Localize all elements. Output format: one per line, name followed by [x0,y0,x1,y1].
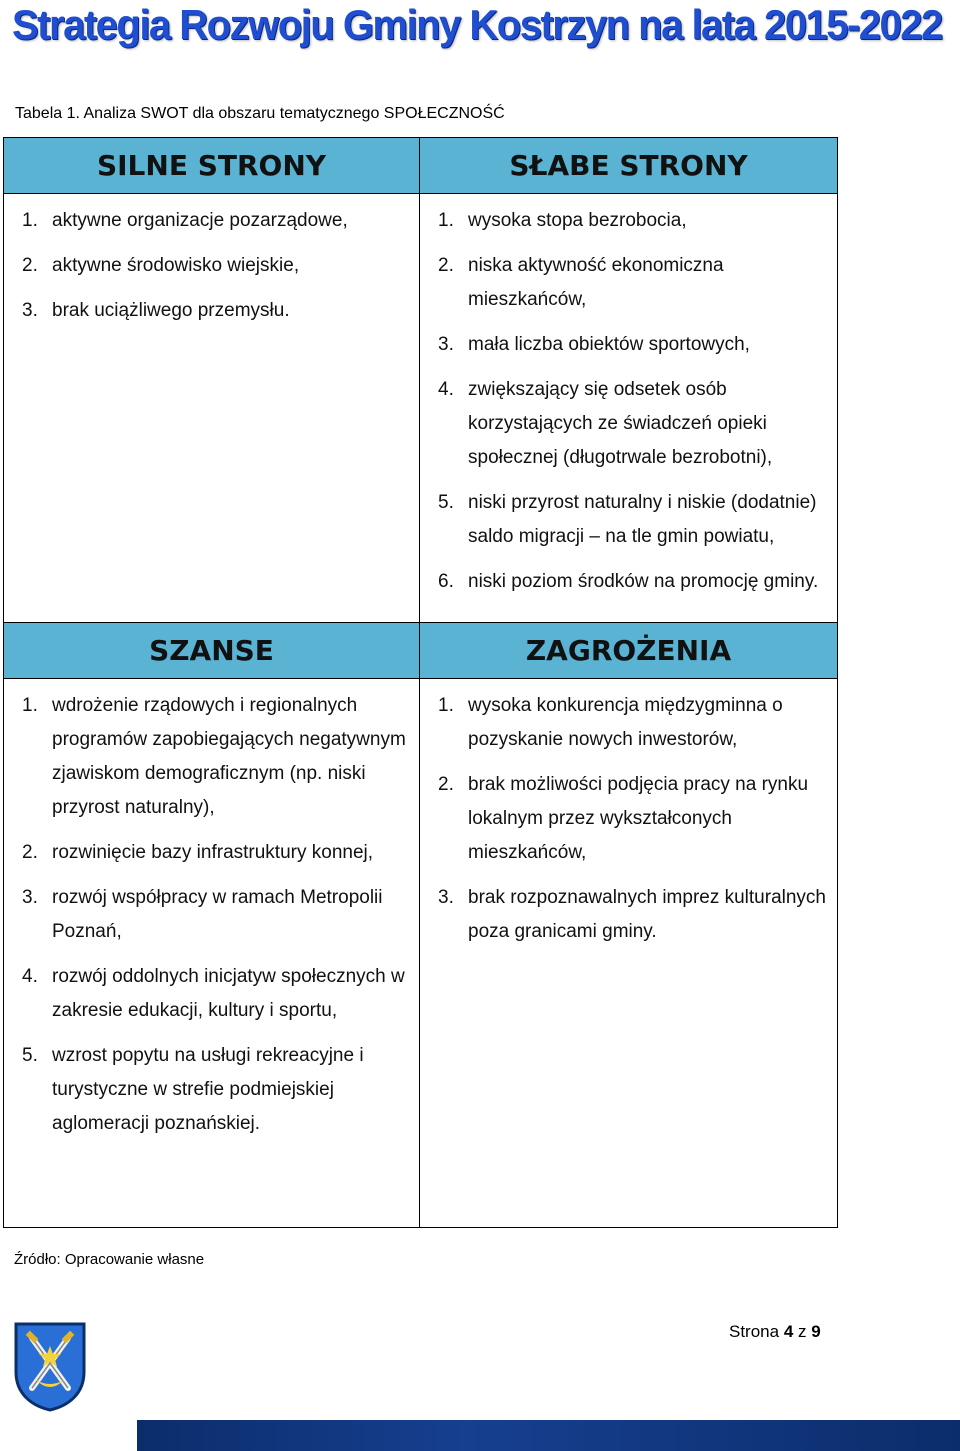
list-item-text: rozwinięcie bazy infrastruktury konnej, [52,842,374,863]
list-item-text: niski przyrost naturalny i niskie (dodatnie) saldo migracji – na tle gmin powiatu, [468,492,817,547]
list-item [420,373,829,475]
list-item-number: 4. [438,379,454,400]
list-item [420,881,829,949]
document-header-title: Strategia Rozwoju Gminy Kostrzyn na lata 2015-2022 [12,2,942,49]
list-item-number: 3. [22,300,38,321]
list-item-number: 3. [438,887,454,908]
weaknesses-header: SŁABE STRONY [420,138,838,194]
strengths-header: SILNE STRONY [4,138,420,194]
list-item [4,881,411,949]
weaknesses-cell [420,194,838,623]
footer-bar [137,1420,960,1451]
list-item-text: wysoka stopa bezrobocia, [468,210,687,231]
page-label: Strona [729,1322,780,1341]
threats-list [420,679,837,972]
list-item-number: 1. [438,210,454,231]
list-item [420,249,829,317]
list-item-number: 1. [22,695,38,716]
list-item [420,328,829,362]
strengths-cell [4,194,420,623]
list-item-text: aktywne środowisko wiejskie, [52,255,300,276]
list-item-text: wzrost popytu na usługi rekreacyjne i turystyczne w strefie podmiejskiej aglomeracji poznańskiej. [52,1045,364,1134]
list-item [420,486,829,554]
list-item-text: zwiększający się odsetek osób korzystających ze świadczeń opieki społecznej (długotrwale bezrobotni), [468,379,773,468]
list-item-text: wdrożenie rządowych i regionalnych programów zapobiegających negatywnym zjawiskom demograficznym (np. niski przyrost naturalny), [52,695,406,818]
list-item-number: 2. [438,255,454,276]
opportunities-list [4,679,419,1164]
list-item [4,960,411,1028]
weaknesses-list [420,194,837,622]
list-item-number: 5. [438,492,454,513]
list-item-text: rozwój współpracy w ramach Metropolii Poznań, [52,887,383,942]
list-item-text: niska aktywność ekonomiczna mieszkańców, [468,255,724,310]
list-item-text: brak rozpoznawalnych imprez kulturalnych poza granicami gminy. [468,887,826,942]
kostrzyn-coat-of-arms-icon [12,1320,88,1412]
list-item-number: 1. [22,210,38,231]
list-item-number: 3. [438,334,454,355]
list-item-text: brak możliwości podjęcia pracy na rynku lokalnym przez wykształconych mieszkańców, [468,774,809,863]
list-item [4,689,411,825]
list-item-text: mała liczba obiektów sportowych, [468,334,750,355]
list-item-text: aktywne organizacje pozarządowe, [52,210,348,231]
opportunities-header: SZANSE [4,623,420,679]
threats-header: ZAGROŻENIA [420,623,838,679]
list-item [4,249,411,283]
list-item-number: 2. [22,842,38,863]
list-item-text: wysoka konkurencja międzygminna o pozyskanie nowych inwestorów, [468,695,783,750]
threats-cell [420,679,838,1228]
list-item [4,204,411,238]
list-item [420,689,829,757]
list-item-text: rozwój oddolnych inicjatyw społecznych w zakresie edukacji, kultury i sportu, [52,966,405,1021]
list-item [4,1039,411,1141]
list-item-number: 3. [22,887,38,908]
list-item-number: 4. [22,966,38,987]
page-number [729,1322,821,1342]
list-item-text: brak uciążliwego przemysłu. [52,300,290,321]
list-item [4,294,411,328]
list-item-number: 6. [438,571,454,592]
list-item-text: niski poziom środków na promocję gminy. [468,571,819,592]
list-item-number: 2. [438,774,454,795]
list-item-number: 5. [22,1045,38,1066]
list-item [420,565,829,599]
list-item-number: 1. [438,695,454,716]
page-current: 4 [783,1322,794,1341]
list-item [420,768,829,870]
opportunities-cell [4,679,420,1228]
page-sep: z [798,1322,807,1341]
list-item [4,836,411,870]
source-note: Źródło: Opracowanie własne [14,1251,205,1268]
list-item [420,204,829,238]
table-caption: Tabela 1. Analiza SWOT dla obszaru tematycznego SPOŁECZNOŚĆ [15,105,505,122]
strengths-list [4,194,419,351]
swot-table [3,137,838,1228]
list-item-number: 2. [22,255,38,276]
page-total: 9 [811,1322,821,1341]
